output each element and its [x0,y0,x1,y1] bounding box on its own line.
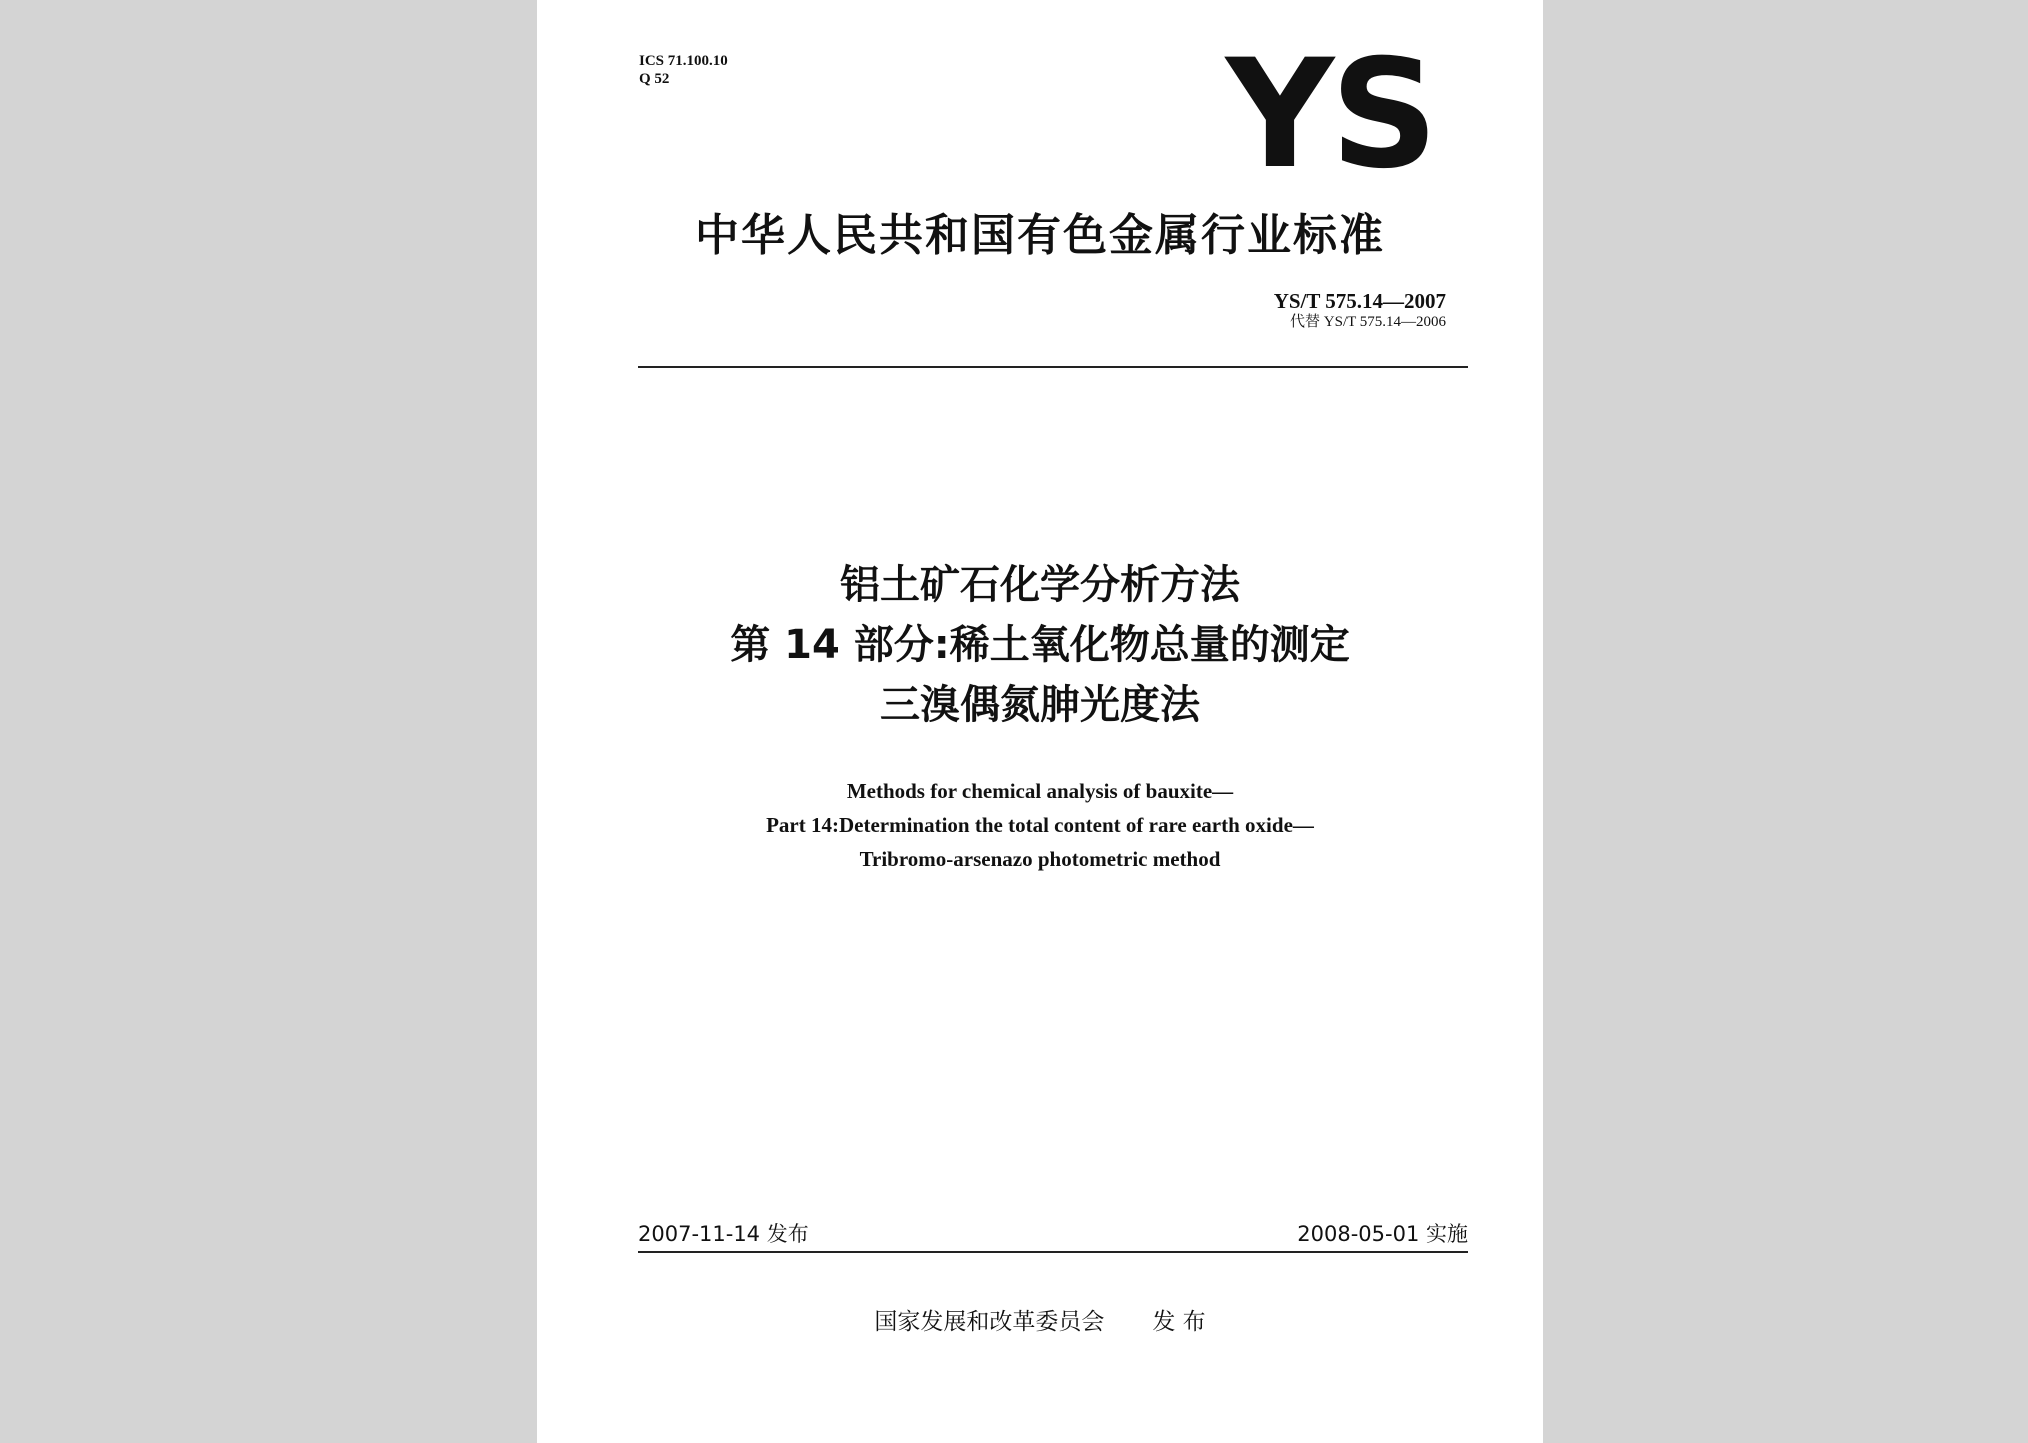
header-divider [638,366,1468,368]
english-title-line-1: Methods for chemical analysis of bauxite— [846,779,1234,803]
issue-date: 2007-11-14 发布 [638,1222,809,1246]
ys-logo-text: YS [1225,38,1435,178]
document-page [537,0,1543,1443]
replaces-standard: 代替 YS/T 575.14—2006 [1290,314,1446,330]
footer-divider [638,1251,1468,1253]
ys-logo-icon [1210,38,1450,178]
publisher-action: 发 布 [1152,1309,1206,1335]
ics-code: ICS 71.100.10 [639,53,728,69]
chinese-title-line-1: 铝土矿石化学分析方法 [840,562,1240,608]
standard-number: YS/T 575.14—2007 [1273,289,1446,313]
chinese-title [537,555,1543,735]
industry-standard-title: 中华人民共和国有色金属行业标准 [695,210,1385,261]
standard-code-block [1274,289,1446,331]
ccs-code: Q 52 [639,71,670,87]
date-row [638,1218,1468,1248]
english-title [537,774,1543,876]
chinese-title-line-3: 三溴偶氮胂光度法 [880,682,1200,728]
english-title-line-2: Part 14:Determination the total content of rare earth oxide— [766,813,1314,837]
implementation-date: 2008-05-01 实施 [1297,1222,1468,1246]
chinese-title-line-2: 第 14 部分:稀土氧化物总量的测定 [730,622,1350,668]
classification-codes [639,52,728,88]
english-title-line-3: Tribromo-arsenazo photometric method [859,847,1221,871]
publisher-line [537,1303,1543,1336]
publisher-org: 国家发展和改革委员会 [874,1309,1105,1335]
